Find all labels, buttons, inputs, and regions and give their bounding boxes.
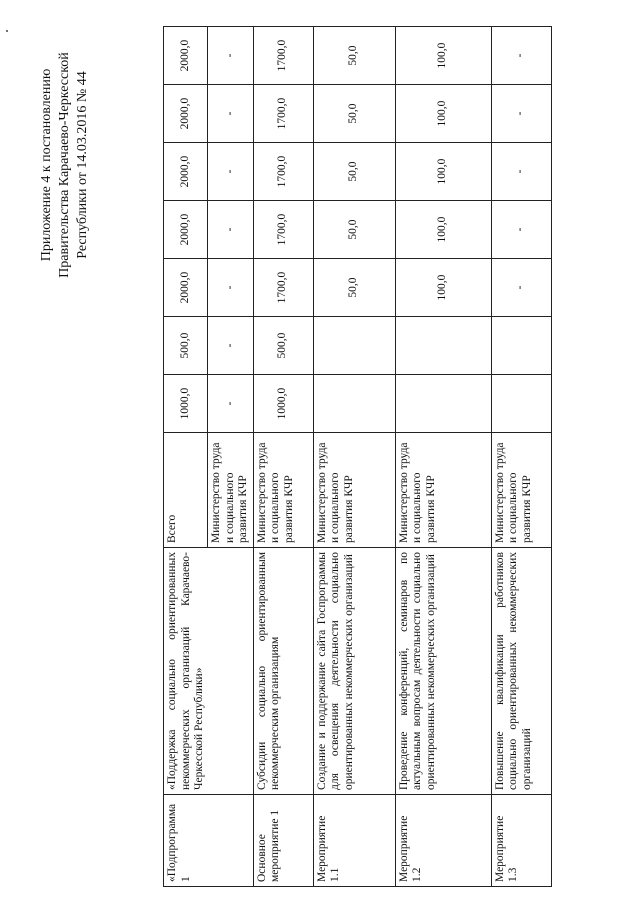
value-cell	[313, 375, 395, 433]
document-header	[38, 25, 92, 305]
value-cell: -	[208, 317, 254, 375]
table-row	[491, 27, 551, 887]
value-cell: 50,0	[313, 259, 395, 317]
value-cell: 100,0	[395, 259, 491, 317]
value-cell: 100,0	[395, 27, 491, 85]
value-cell: 500,0	[253, 317, 313, 375]
value-cell: 1000,0	[164, 375, 208, 433]
name-cell: Субсидии социально ориентированным некоммерческим организациям	[253, 548, 313, 795]
value-cell: 50,0	[313, 85, 395, 143]
value-cell: 2000,0	[164, 259, 208, 317]
source-cell: Министерство труда и социального развития КЧР	[208, 433, 254, 548]
value-cell: 50,0	[313, 201, 395, 259]
value-cell: -	[491, 143, 551, 201]
value-cell: 50,0	[313, 143, 395, 201]
source-cell: Министерство труда и социального развития КЧР	[253, 433, 313, 548]
table-row	[253, 27, 313, 887]
item-cell: Мероприятие 1.2	[395, 795, 491, 887]
value-cell: -	[208, 27, 254, 85]
value-cell: 500,0	[164, 317, 208, 375]
source-cell: Министерство труда и социального развития КЧР	[395, 433, 491, 548]
value-cell: 1700,0	[253, 201, 313, 259]
value-cell: -	[491, 85, 551, 143]
value-cell: -	[208, 259, 254, 317]
value-cell: 1000,0	[253, 375, 313, 433]
value-cell: 1700,0	[253, 259, 313, 317]
value-cell: 50,0	[313, 27, 395, 85]
source-cell: Министерство труда и социального развития КЧР	[491, 433, 551, 548]
program-funding-table	[163, 26, 552, 887]
value-cell: 100,0	[395, 201, 491, 259]
source-cell: Всего	[164, 433, 208, 548]
value-cell: -	[491, 201, 551, 259]
item-cell: Мероприятие 1.1	[313, 795, 395, 887]
value-cell: 2000,0	[164, 201, 208, 259]
header-line-1: Приложение 4 к постановлению	[39, 68, 54, 262]
value-cell: -	[491, 27, 551, 85]
value-cell: 1700,0	[253, 27, 313, 85]
value-cell: -	[208, 201, 254, 259]
name-cell: Повышение квалификации работников социально ориентированных некоммерческих организаций	[491, 548, 551, 795]
value-cell: -	[208, 85, 254, 143]
item-cell: Мероприятие 1.3	[491, 795, 551, 887]
header-line-3: Республики от 14.03.2016 № 44	[75, 71, 90, 259]
value-cell: 2000,0	[164, 27, 208, 85]
item-cell: Основное мероприятие 1	[253, 795, 313, 887]
table-row	[164, 27, 208, 887]
value-cell	[395, 317, 491, 375]
source-cell: Министерство труда и социального развития КЧР	[313, 433, 395, 548]
header-line-2: Правительства Карачаево-Черкесской	[57, 52, 72, 278]
value-cell	[491, 317, 551, 375]
value-cell: 1700,0	[253, 143, 313, 201]
table-row	[395, 27, 491, 887]
name-cell: «Поддержка социально ориентированных некоммерческих организаций Карачаево-Черкесской Республики»	[164, 548, 254, 795]
value-cell	[313, 317, 395, 375]
value-cell: -	[208, 375, 254, 433]
name-cell: Создание и поддержание сайта Госпрограммы для освещения деятельности социально ориентированных некоммерческих организаций	[313, 548, 395, 795]
value-cell: 1700,0	[253, 85, 313, 143]
value-cell	[395, 375, 491, 433]
table-row	[313, 27, 395, 887]
value-cell: -	[491, 259, 551, 317]
value-cell: -	[208, 143, 254, 201]
name-cell: Проведение конференций, семинаров по актуальным вопросам деятельности социально ориентированных некоммерческих организаций	[395, 548, 491, 795]
value-cell	[491, 375, 551, 433]
value-cell: 2000,0	[164, 85, 208, 143]
value-cell: 100,0	[395, 143, 491, 201]
value-cell: 100,0	[395, 85, 491, 143]
value-cell: 2000,0	[164, 143, 208, 201]
item-cell: «Подпрограмма 1	[164, 795, 254, 887]
